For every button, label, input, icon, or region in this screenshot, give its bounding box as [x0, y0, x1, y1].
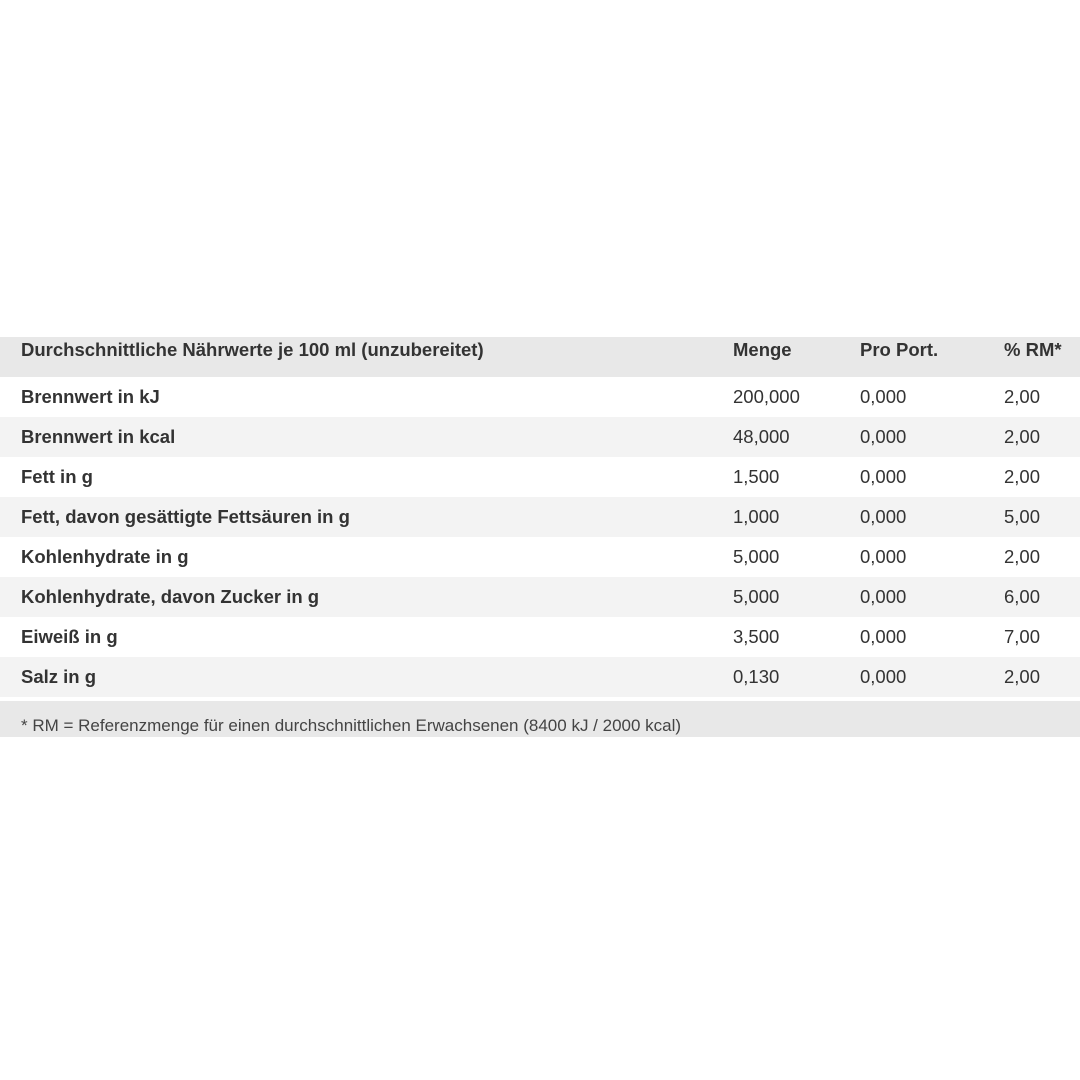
row-menge: 200,000: [733, 386, 800, 407]
header-name: Durchschnittliche Nährwerte je 100 ml (unzubereitet): [21, 339, 484, 360]
table-row: [0, 577, 1080, 617]
table-row: [0, 457, 1080, 497]
row-rm: 2,00: [1004, 426, 1041, 447]
table-row: [0, 537, 1080, 577]
row-pro-port: 0,000: [860, 506, 907, 527]
row-rm: 2,00: [1004, 546, 1041, 567]
row-name: Fett, davon gesättigte Fettsäuren in g: [21, 506, 350, 527]
table-header-row: [0, 337, 1080, 377]
row-name: Kohlenhydrate in g: [21, 546, 189, 567]
row-pro-port: 0,000: [860, 666, 907, 687]
row-pro-port: 0,000: [860, 586, 907, 607]
table-row: [0, 617, 1080, 657]
row-pro-port: 0,000: [860, 626, 907, 647]
row-menge: 5,000: [733, 546, 780, 567]
row-name: Brennwert in kJ: [21, 386, 160, 407]
row-menge: 5,000: [733, 586, 780, 607]
row-name: Kohlenhydrate, davon Zucker in g: [21, 586, 320, 607]
row-menge: 1,500: [733, 466, 780, 487]
row-rm: 2,00: [1004, 466, 1041, 487]
nutrition-table: [0, 337, 1080, 697]
row-rm: 6,00: [1004, 586, 1041, 607]
row-name: Salz in g: [21, 666, 97, 687]
row-name: Brennwert in kcal: [21, 426, 176, 447]
row-pro-port: 0,000: [860, 426, 907, 447]
row-rm: 2,00: [1004, 386, 1041, 407]
footnote-bar: [0, 701, 1080, 737]
row-menge: 1,000: [733, 506, 780, 527]
row-menge: 3,500: [733, 626, 780, 647]
row-rm: 5,00: [1004, 506, 1041, 527]
header-menge: Menge: [733, 339, 792, 360]
table-row: [0, 657, 1080, 697]
row-menge: 0,130: [733, 666, 780, 687]
header-pro-port: Pro Port.: [860, 339, 939, 360]
table-row: [0, 417, 1080, 457]
row-menge: 48,000: [733, 426, 790, 447]
row-name: Eiweiß in g: [21, 626, 118, 647]
row-rm: 2,00: [1004, 666, 1041, 687]
table-row: [0, 377, 1080, 417]
row-pro-port: 0,000: [860, 466, 907, 487]
row-name: Fett in g: [21, 466, 93, 487]
table-row: [0, 497, 1080, 537]
row-pro-port: 0,000: [860, 386, 907, 407]
header-rm: % RM*: [1004, 339, 1062, 360]
row-pro-port: 0,000: [860, 546, 907, 567]
row-rm: 7,00: [1004, 626, 1041, 647]
footnote-text: * RM = Referenzmenge für einen durchschnittlichen Erwachsenen (8400 kJ / 2000 kcal): [21, 716, 682, 735]
